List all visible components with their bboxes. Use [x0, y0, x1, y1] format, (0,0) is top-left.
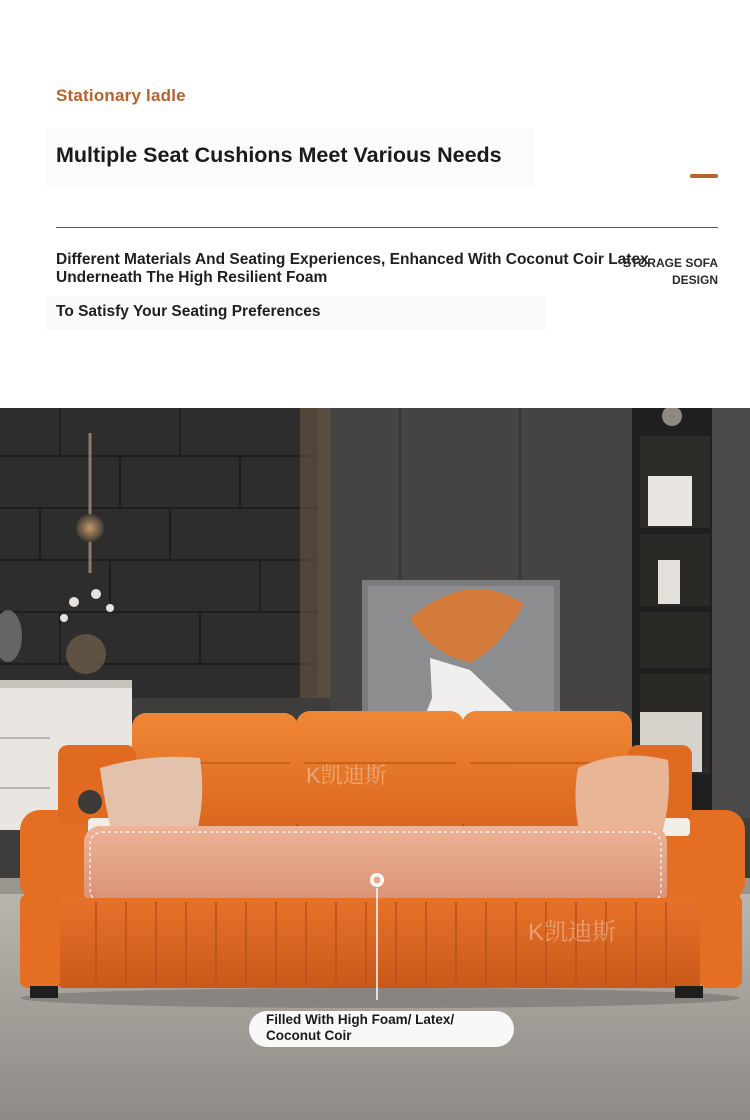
eyebrow-title: Stationary ladle	[56, 86, 186, 105]
wall-lamp	[76, 514, 104, 542]
speaker-icon	[78, 790, 102, 814]
book-stack	[648, 476, 692, 526]
wall-light-strip	[300, 408, 330, 698]
side-label-line-1: STORAGE SOFA	[622, 256, 718, 270]
figurine	[658, 560, 680, 604]
vase	[66, 634, 106, 674]
divider-line	[56, 227, 718, 228]
feature-header	[0, 0, 750, 408]
side-label-line-2: DESIGN	[671, 273, 718, 287]
watermark-top: K凯迪斯	[306, 763, 387, 788]
sofa-leg-right	[675, 986, 703, 998]
description-line-1: Different Materials And Seating Experiences, Enhanced With Coconut Coir Latex	[56, 251, 649, 268]
seat-cushion	[84, 826, 667, 908]
watermark-bottom: K凯迪斯	[528, 919, 617, 946]
feature-callout	[249, 1011, 514, 1047]
callout-line-1: Filled With High Foam/ Latex/	[266, 1012, 455, 1027]
sofa-leg-left	[30, 986, 58, 998]
description-secondary: To Satisfy Your Seating Preferences	[56, 303, 321, 320]
description-line-2: Underneath The High Resilient Foam	[56, 268, 328, 286]
side-label	[618, 255, 718, 289]
headline: Multiple Seat Cushions Meet Various Needs	[56, 143, 502, 167]
callout-line-2: Coconut Coir	[266, 1028, 352, 1043]
description	[56, 251, 676, 286]
accent-dash	[690, 174, 718, 178]
stone-wall	[0, 408, 318, 698]
